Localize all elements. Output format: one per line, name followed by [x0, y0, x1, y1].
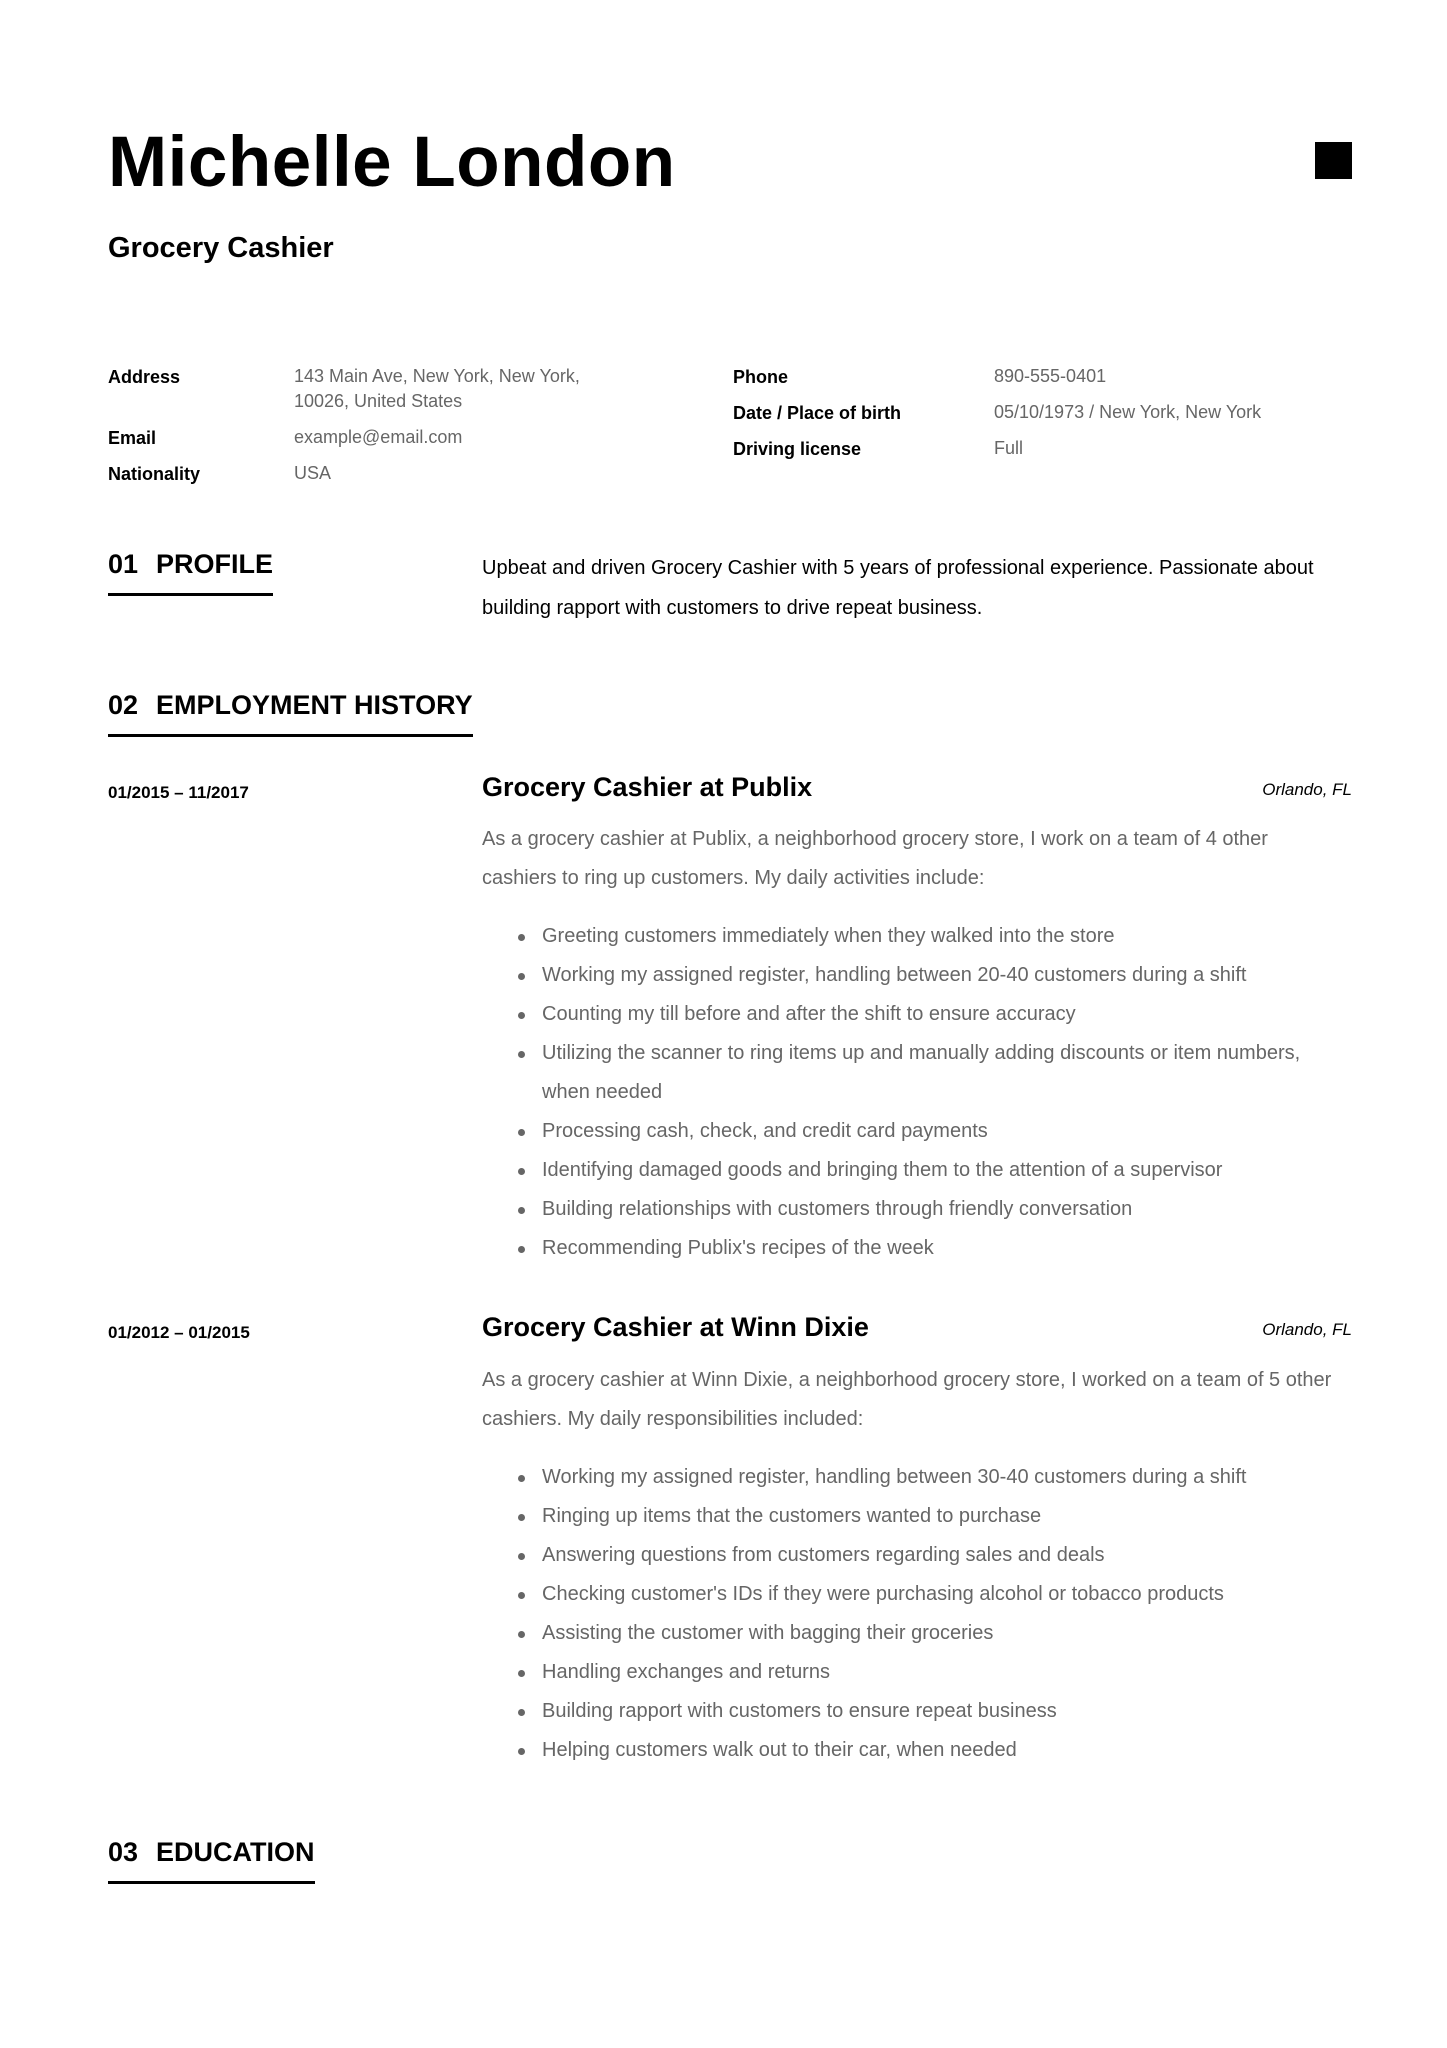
- license-label: Driving license: [733, 439, 862, 459]
- email-label: Email: [108, 428, 157, 448]
- job-duties-list: [482, 1458, 1342, 1770]
- profile-section-number: 01: [108, 549, 139, 579]
- education-section-title: EDUCATION: [156, 1837, 315, 1867]
- job-title: Grocery Cashier at Publix: [482, 772, 813, 802]
- list-item: Greeting customers immediately when they walked into the store: [482, 917, 1342, 956]
- list-item: Building relationships with customers through friendly conversation: [482, 1190, 1342, 1229]
- list-item: Ringing up items that the customers wanted to purchase: [482, 1497, 1342, 1536]
- list-item: Identifying damaged goods and bringing them to the attention of a supervisor: [482, 1151, 1342, 1190]
- phone-label: Phone: [733, 367, 789, 387]
- list-item: Assisting the customer with bagging their groceries: [482, 1614, 1342, 1653]
- job-description: As a grocery cashier at Winn Dixie, a neighborhood grocery store, I worked on a team of 5 other cashiers. My daily responsibilities included:: [482, 1369, 1332, 1430]
- profile-summary: Upbeat and driven Grocery Cashier with 5 years of professional experience. Passionate about building rapport with customers to drive repeat business.: [482, 557, 1314, 619]
- job-title: Grocery Cashier at Winn Dixie: [482, 1312, 869, 1342]
- list-item: Building rapport with customers to ensure repeat business: [482, 1692, 1342, 1731]
- list-item: Counting my till before and after the shift to ensure accuracy: [482, 995, 1342, 1034]
- birth-value: 05/10/1973 / New York, New York: [994, 402, 1262, 422]
- candidate-name: Michelle London: [108, 123, 676, 202]
- list-item: Recommending Publix's recipes of the week: [482, 1229, 1342, 1268]
- list-item: Working my assigned register, handling between 30-40 customers during a shift: [482, 1458, 1342, 1497]
- nationality-label: Nationality: [108, 464, 201, 484]
- address-line-1: 143 Main Ave, New York, New York,: [294, 366, 580, 386]
- list-item: Checking customer's IDs if they were purchasing alcohol or tobacco products: [482, 1575, 1342, 1614]
- job-dates: 01/2015 – 11/2017: [108, 783, 249, 802]
- employment-section-number: 02: [108, 690, 139, 720]
- phone-value: 890-555-0401: [994, 366, 1107, 386]
- education-section-heading: [108, 1836, 315, 1884]
- job-location: Orlando, FL: [1262, 1320, 1352, 1339]
- email-value: example@email.com: [294, 427, 463, 447]
- education-section-number: 03: [108, 1837, 139, 1867]
- list-item: Helping customers walk out to their car, when needed: [482, 1731, 1342, 1770]
- list-item: Answering questions from customers regarding sales and deals: [482, 1536, 1342, 1575]
- list-item: Handling exchanges and returns: [482, 1653, 1342, 1692]
- employment-section-title: EMPLOYMENT HISTORY: [156, 690, 473, 720]
- nationality-value: USA: [294, 463, 332, 483]
- candidate-job-title: Grocery Cashier: [108, 232, 334, 264]
- decorative-square-icon: [1315, 142, 1352, 179]
- job-description: As a grocery cashier at Publix, a neighborhood grocery store, I work on a team of 4 other cashiers to ring up customers. My daily activities include:: [482, 828, 1268, 889]
- list-item: Utilizing the scanner to ring items up and manually adding discounts or item numbers, when needed: [482, 1034, 1342, 1112]
- address-label: Address: [108, 367, 181, 387]
- profile-section-title: PROFILE: [156, 549, 274, 579]
- license-value: Full: [994, 438, 1024, 458]
- profile-section-heading: [108, 548, 273, 596]
- job-dates: 01/2012 – 01/2015: [108, 1323, 250, 1342]
- list-item: Processing cash, check, and credit card payments: [482, 1112, 1342, 1151]
- birth-label: Date / Place of birth: [733, 403, 902, 423]
- job-duties-list: [482, 917, 1342, 1268]
- employment-section-heading: [108, 689, 473, 737]
- job-location: Orlando, FL: [1262, 780, 1352, 799]
- address-line-2: 10026, United States: [294, 391, 463, 411]
- list-item: Working my assigned register, handling between 20-40 customers during a shift: [482, 956, 1342, 995]
